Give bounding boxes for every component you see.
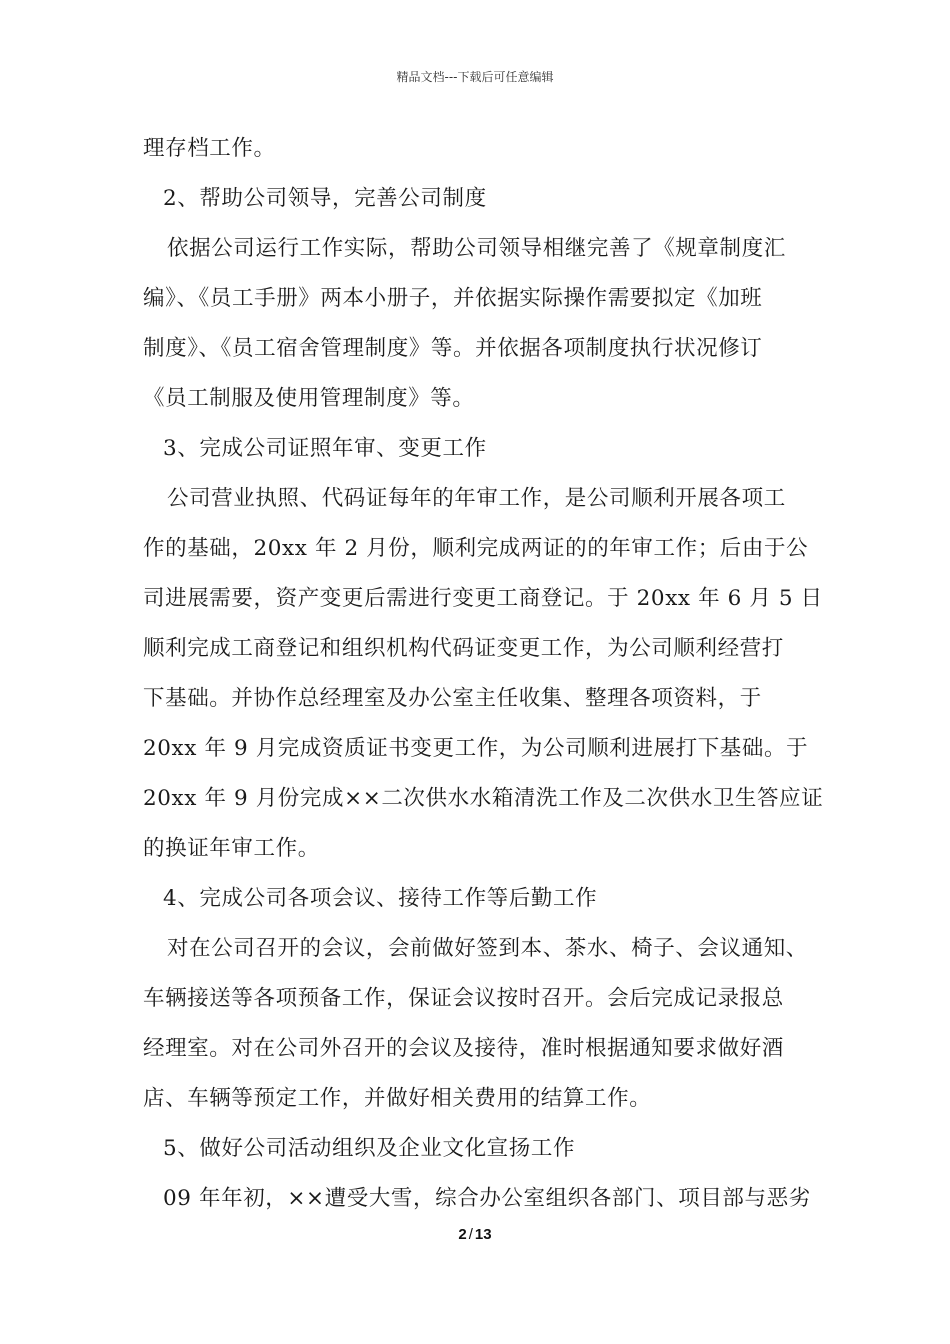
paragraph-line: 20xx 年 9 月份完成××二次供水水箱清洗工作及二次供水卫生答应证 [143,786,824,811]
paragraph-line: 的换证年审工作。 [143,836,320,861]
page-header: 精品文档---下载后可任意编辑 [396,70,554,84]
section-heading: 4、完成公司各项会议、接待工作等后勤工作 [163,886,598,911]
paragraph-line: 司进展需要，资产变更后需进行变更工商登记。于 20xx 年 6 月 5 日 [143,586,823,611]
paragraph-line: 下基础。并协作总经理室及办公室主任收集、整理各项资料，于 [143,686,762,711]
paragraph-line: 20xx 年 9 月完成资质证书变更工作，为公司顺利进展打下基础。于 [143,736,809,761]
page-separator: / [468,1226,473,1243]
paragraph-line: 经理室。对在公司外召开的会议及接待，准时根据通知要求做好酒 [143,1036,784,1061]
paragraph-line: 对在公司召开的会议，会前做好签到本、茶水、椅子、会议通知、 [167,936,808,961]
page-current: 2 [458,1226,467,1243]
paragraph-line: 依据公司运行工作实际，帮助公司领导相继完善了《规章制度汇 [167,236,786,261]
page-total: 13 [474,1226,492,1243]
paragraph-line: 编》、《员工手册》两本小册子，并依据实际操作需要拟定《加班 [143,286,763,311]
section-heading: 3、完成公司证照年审、变更工作 [163,436,487,461]
paragraph-line: 车辆接送等各项预备工作，保证会议按时召开。会后完成记录报总 [143,986,784,1011]
paragraph-line: 制度》、《员工宿舍管理制度》等。并依据各项制度执行状况修订 [143,336,763,361]
section-heading: 2、帮助公司领导，完善公司制度 [163,186,487,211]
section-heading: 5、做好公司活动组织及企业文化宣扬工作 [163,1136,576,1161]
paragraph-line: 顺利完成工商登记和组织机构代码证变更工作，为公司顺利经营打 [143,636,784,661]
page-number [0,1226,950,1243]
paragraph-line: 《员工制服及使用管理制度》等。 [143,386,475,411]
paragraph-line: 作的基础，20xx 年 2 月份，顺利完成两证的的年审工作；后由于公 [143,536,809,561]
paragraph-line: 理存档工作。 [143,136,276,161]
paragraph-line: 公司营业执照、代码证每年的年审工作，是公司顺利开展各项工 [167,486,786,511]
document-body [143,124,823,1224]
paragraph-line: 09 年年初，××遭受大雪，综合办公室组织各部门、项目部与恶劣 [163,1186,811,1211]
paragraph-line: 店、车辆等预定工作，并做好相关费用的结算工作。 [143,1086,652,1111]
